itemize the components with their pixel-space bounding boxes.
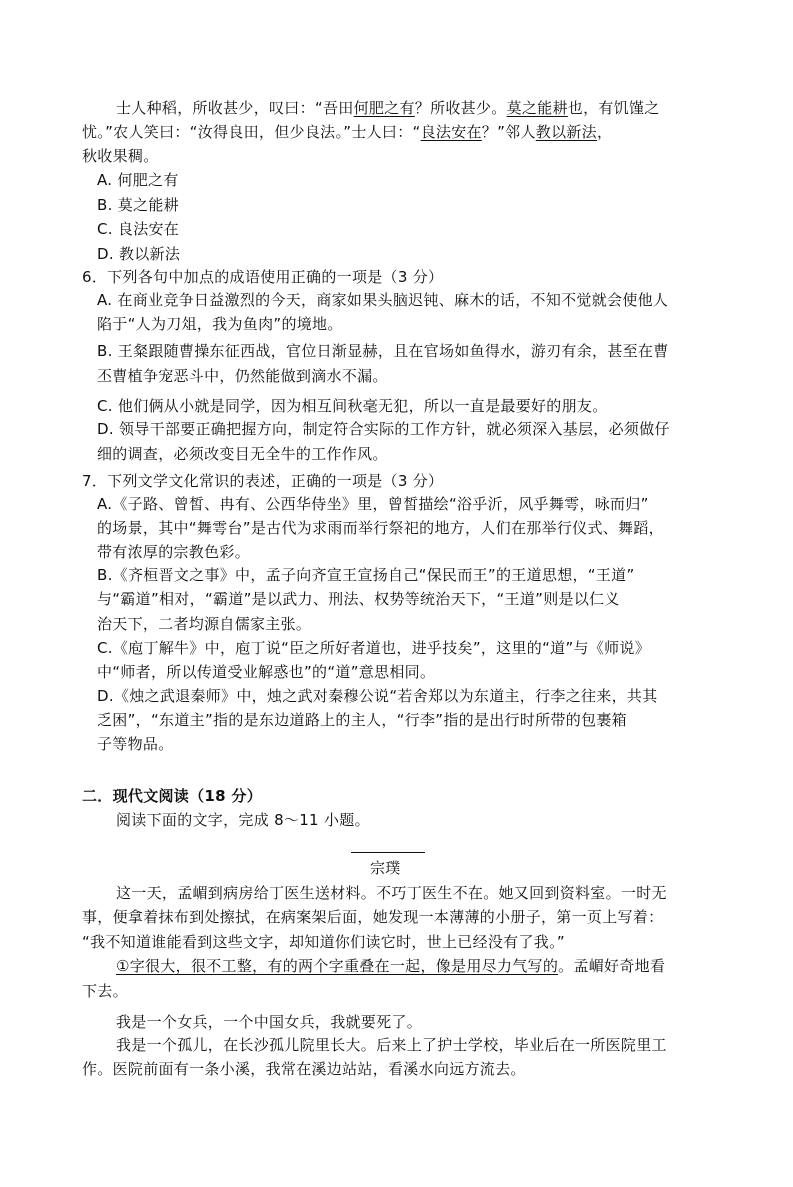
q7-option-a: A.《子路、曾皙、冉有、公西华侍坐》里，曾皙描绘“浴乎沂，风乎舞雩，咏而归” (97, 495, 649, 513)
story-line: 我是一个孤儿，在长沙孤儿院里长大。后来上了护士学校，毕业后在一所医院里工 (116, 1036, 667, 1054)
passage-line: 忧。”农人笑曰：“汝得良田，但少良法。”士人曰：“良法安在？”邻人教以新法， (82, 123, 613, 141)
option-d: D. 教以新法 (97, 245, 181, 263)
title-rule (351, 852, 425, 853)
story-line: 事，便拿着抹布到处擦拭，在病案架后面，她发现一本薄薄的小册子，第一页上写着： (82, 908, 664, 926)
q6-option-d-cont: 细的调查，必须改变目无全牛的工作作风。 (97, 445, 388, 463)
question-7: 7．下列文学文化常识的表述，正确的一项是（3 分） (82, 472, 444, 490)
section-heading: 二．现代文阅读（18 分） (82, 787, 262, 805)
option-a: A. 何肥之有 (97, 171, 179, 189)
story-line: 下去。 (82, 982, 128, 1000)
q6-option-a-cont: 陷于“人为刀俎，我为鱼肉”的境地。 (97, 315, 343, 333)
option-c: C. 良法安在 (97, 220, 180, 238)
q7-option-b: B.《齐桓晋文之事》中，孟子向齐宣王宣扬自己“保民而王”的王道思想，“王道” (97, 566, 635, 584)
story-line-underlined: ①字很大，很不工整，有的两个字重叠在一起，像是用尽力气写的。孟嵋好奇地看 (116, 957, 666, 975)
author-name: 宗璞 (370, 859, 401, 877)
q7-option-b-cont: 与“霸道”相对，“霸道”是以武力、刑法、权势等统治天下，“王道”则是以仁义 (97, 590, 620, 608)
story-line: 作。医院前面有一条小溪，我常在溪边站站，看溪水向远方流去。 (82, 1060, 526, 1078)
q7-option-b-cont: 治天下，二者均源自儒家主张。 (97, 615, 312, 633)
q7-option-d: D.《烛之武退秦师》中，烛之武对秦穆公说“若舍郑以为东道主，行李之往来，共其 (97, 687, 658, 705)
instructions: 阅读下面的文字，完成 8～11 小题。 (116, 811, 370, 829)
q7-option-c: C.《庖丁解牛》中，庖丁说“臣之所好者道也，进乎技矣”，这里的“道”与《师说》 (97, 639, 651, 657)
q6-option-b: B. 王粲跟随曹操东征西战，官位日渐显赫，且在官场如鱼得水，游刃有余，甚至在曹 (97, 342, 669, 360)
q7-option-d-cont: 子等物品。 (97, 735, 174, 753)
story-line: “我不知道谁能看到这些文字，却知道你们读它时，世上已经没有了我。” (82, 933, 565, 951)
q6-option-c: C. 他们俩从小就是同学，因为相互间秋毫无犯，所以一直是最要好的朋友。 (97, 397, 608, 415)
q6-option-d: D. 领导干部要正确把握方向，制定符合实际的工作方针，就必须深入基层，必须做仔 (97, 420, 670, 438)
question-6: 6．下列各句中加点的成语使用正确的一项是（3 分） (82, 268, 444, 286)
q7-option-c-cont: 中“师者，所以传道受业解惑也”的“道”意思相同。 (97, 663, 436, 681)
q7-option-a-cont: 的场景，其中“舞雩台”是古代为求雨而举行祭祀的地方，人们在那举行仪式、舞蹈， (97, 519, 664, 537)
option-b: B. 莫之能耕 (97, 196, 179, 214)
passage-line: 秋收果稠。 (82, 147, 159, 165)
q7-option-a-cont: 带有浓厚的宗教色彩。 (97, 543, 251, 561)
story-line: 我是一个女兵，一个中国女兵，我就要死了。 (116, 1013, 423, 1031)
q7-option-d-cont: 乏困”，“东道主”指的是东边道路上的主人，“行李”指的是出行时所带的包裹箱 (97, 711, 627, 729)
q6-option-b-cont: 丕曹植争宠恶斗中，仍然能做到滴水不漏。 (97, 367, 388, 385)
passage-line: 士人种稻，所收甚少，叹曰：“吾田何肥之有？所收甚少。莫之能耕也，有饥馑之 (116, 99, 660, 117)
story-line: 这一天，孟嵋到病房给丁医生送材料。不巧丁医生不在。她又回到资料室。一时无 (116, 884, 667, 902)
q6-option-a: A. 在商业竞争日益激烈的今天，商家如果头脑迟钝、麻木的话，不知不觉就会使他人 (97, 291, 669, 309)
